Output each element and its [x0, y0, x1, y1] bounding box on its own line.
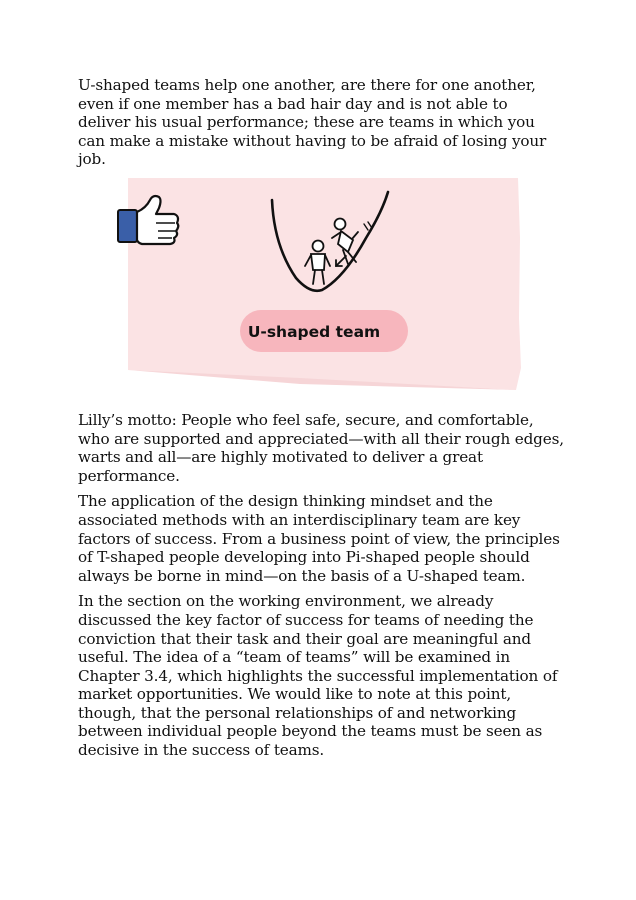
page-content — [78, 76, 564, 760]
illustration-svg — [0, 178, 636, 404]
paragraph-design-thinking: The application of the design thinking mindset and the associated methods with an interdisciplinary team are key factors of success. From a business point of view, the principles of T-shaped people developing into Pi-shaped people should always be borne in mind—on the basis of a U-shaped team. — [78, 492, 560, 585]
illustration-label: U-shaped team — [247, 322, 381, 341]
paragraph-intro: U-shaped teams help one another, are there for one another, even if one member has a bad hair day and is not able to deliver his usual performance; these are teams in which you can make a mistake without having to be afraid of losing your job. — [78, 76, 547, 169]
paragraph-working-environment: In the section on the working environment, we already discussed the key factor of success for teams of needing the conviction that their task and their goal are meaningful and useful. The idea of a “team of teams” will be examined in Chapter 3.4, which highlights the successful implementation of market opportunities. We would like to note at this point, though, that the personal relationships of and networking between individual people beyond the teams must be seen as decisive in the success of teams. — [78, 592, 558, 760]
u-shaped-team-illustration — [0, 178, 636, 404]
paragraph-lillys-motto: Lilly’s motto: People who feel safe, secure, and comfortable, who are supported and appreciated—with all their rough edges, warts and all—are highly motivated to deliver a great performance. — [78, 410, 564, 485]
